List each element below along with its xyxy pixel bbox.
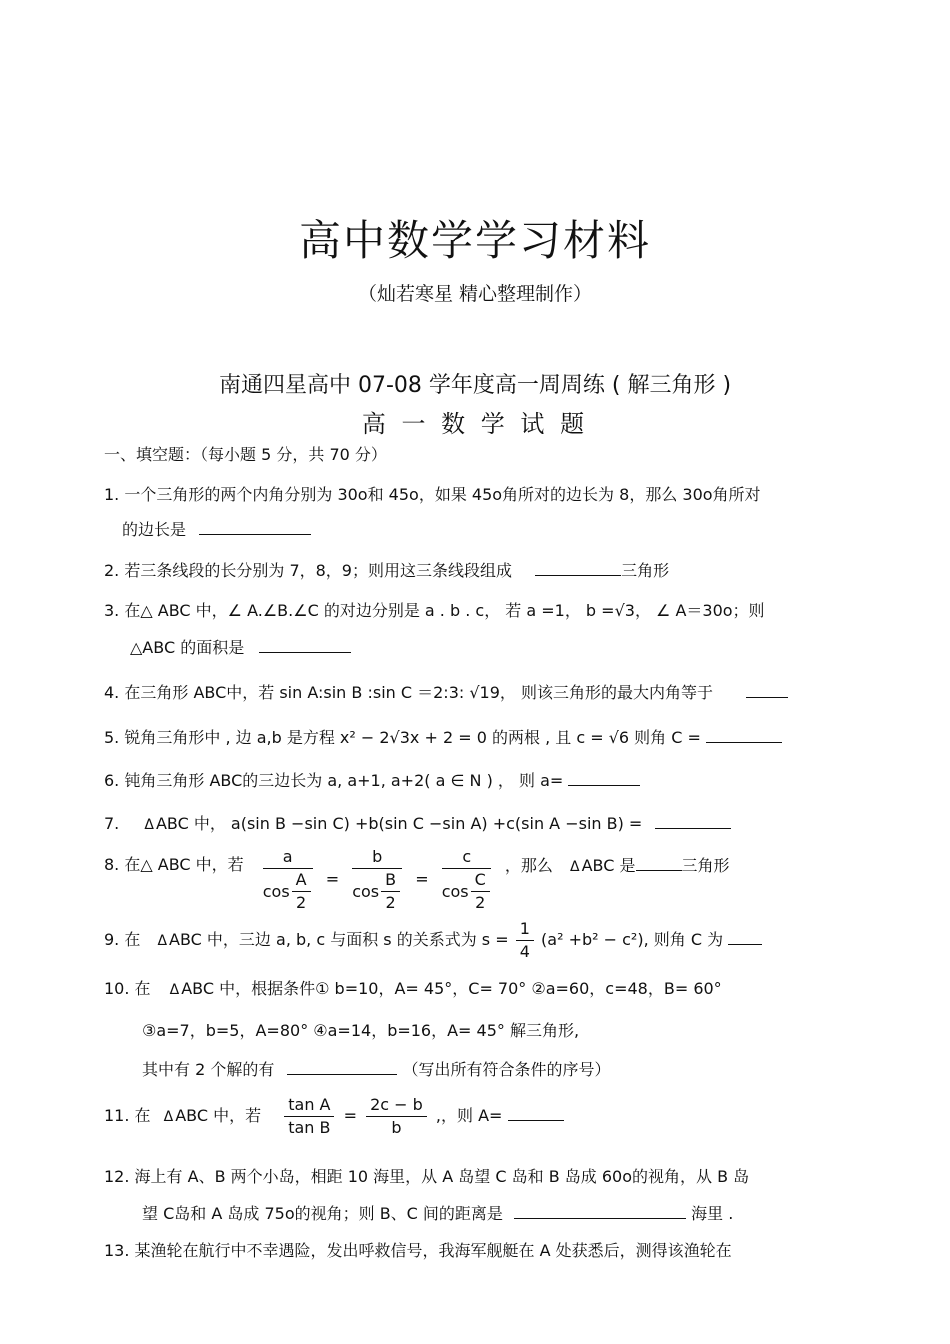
question-10-note: （写出所有符合条件的序号） <box>402 1060 611 1079</box>
cos-label: cos <box>441 881 469 901</box>
answer-blank-12[interactable] <box>514 1200 686 1219</box>
fraction-a-cos-half-a <box>259 846 317 914</box>
question-3-text: △ABC 的面积是 <box>130 638 245 657</box>
question-9 <box>104 918 762 963</box>
answer-blank-3[interactable] <box>259 634 351 653</box>
answer-blank-11[interactable] <box>508 1102 564 1121</box>
equals-sign: = <box>415 869 429 889</box>
exam-title: 南通四星高中 07-08 学年度高一周周练 ( 解三角形 ) <box>218 373 732 398</box>
question-10-conditions-1: ABC 中，根据条件① b=10，A= 45°，C= 70° ②a=60，c=48，B= 60° <box>181 979 722 998</box>
question-2 <box>104 557 669 581</box>
question-9-text-3: (a² +b² − c²), 则角 C 为 <box>541 930 724 949</box>
half-angle-b: B <box>381 869 400 892</box>
question-2-suffix: 三角形 <box>621 561 670 580</box>
triangle-symbol: Δ <box>157 933 168 949</box>
question-5-text: 5. 锐角三角形中 , 边 a,b 是方程 x² − 2√3x + 2 = 0 的两根 , 且 c = √6 则角 C = <box>104 728 701 747</box>
question-1-line-2 <box>122 516 311 540</box>
question-2-text: 2. 若三条线段的长分别为 7，8，9；则用这三条线段组成 <box>104 561 512 580</box>
question-7-number: 7. <box>104 814 120 833</box>
cos-label: cos <box>262 881 290 901</box>
equals-sign: = <box>325 869 340 889</box>
triangle-symbol: Δ <box>163 1109 174 1125</box>
question-9-text-2: ABC 中，三边 a, b, c 与面积 s 的关系式为 s = <box>169 930 509 949</box>
question-10-conditions-2: ③a=7，b=5，A=80° ④a=14，b=16，A= 45° 解三角形, <box>142 1021 580 1040</box>
question-7-text: ABC 中， a(sin B −sin C) +b(sin C −sin A) +c(sin A −sin B) = <box>155 814 643 833</box>
denominator-b: b <box>391 1118 402 1137</box>
half-angle-den: 2 <box>296 893 307 912</box>
question-9-text: 9. 在 <box>104 930 141 949</box>
question-4 <box>104 679 788 703</box>
answer-blank-6[interactable] <box>568 767 640 786</box>
question-10-prompt: 其中有 2 个解的有 <box>142 1060 275 1079</box>
answer-blank-4[interactable] <box>746 679 788 698</box>
question-13-line-1: 13. 某渔轮在航行中不幸遇险，发出呼救信号，我海军舰艇在 A 处获悉后，测得该渔轮在 <box>104 1241 732 1260</box>
question-11-text-3: ,，则 A= <box>435 1106 503 1125</box>
fraction-2c-minus-b <box>366 1094 427 1139</box>
question-12-suffix: 海里 . <box>691 1204 734 1223</box>
question-12-line-1: 12. 海上有 A、B 两个小岛，相距 10 海里，从 A 岛望 C 岛和 B 岛成 60o的视角，从 B 岛 <box>104 1167 750 1186</box>
question-8-abc: ABC 是 <box>581 856 636 875</box>
numerator-2c-b: 2c − b <box>366 1094 427 1117</box>
numerator-tan-a: tan A <box>284 1094 334 1117</box>
question-8-then: ，那么 <box>504 856 553 875</box>
numerator-b: b <box>352 846 402 869</box>
main-title: 高中数学学习材料 <box>298 216 651 265</box>
numerator: 1 <box>516 918 534 941</box>
half-angle-den: 2 <box>385 893 396 912</box>
answer-blank-8[interactable] <box>636 852 682 871</box>
question-8-suffix: 三角形 <box>681 856 730 875</box>
question-8 <box>104 846 730 914</box>
question-5 <box>104 724 782 748</box>
question-10-text: 10. 在 <box>104 979 151 998</box>
question-10-line-1 <box>104 976 722 999</box>
question-3-line-2 <box>130 634 351 658</box>
fraction-tan-ratio <box>284 1094 334 1139</box>
denominator-tan-b: tan B <box>288 1118 331 1137</box>
question-12-line-2 <box>142 1200 733 1224</box>
answer-blank-7[interactable] <box>655 810 731 829</box>
answer-blank-10[interactable] <box>287 1056 397 1075</box>
question-1-text: 的边长是 <box>122 520 187 539</box>
answer-blank-9[interactable] <box>728 926 762 945</box>
denominator: 4 <box>519 942 530 961</box>
question-11 <box>104 1094 564 1139</box>
question-10-line-3 <box>142 1056 611 1080</box>
question-11-text: 11. 在 <box>104 1106 151 1125</box>
question-11-text-2: ABC 中，若 <box>175 1106 262 1125</box>
numerator-a: a <box>263 846 313 869</box>
fraction-b-cos-half-b <box>348 846 406 914</box>
subtitle: （灿若寒星 精心整理制作） <box>357 283 593 305</box>
question-3-line-1: 3. 在△ ABC 中，∠ A.∠B.∠C 的对边分别是 a . b . c， 若 a =1， b =√3， ∠ A＝30o；则 <box>104 601 765 620</box>
half-angle-a: A <box>292 869 311 892</box>
question-12-text: 望 C岛和 A 岛成 75o的视角；则 B、C 间的距离是 <box>142 1204 503 1223</box>
question-1-line-1: 1. 一个三角形的两个内角分别为 30o和 45o，如果 45o角所对的边长为 8，那么 30o角所对 <box>104 485 761 504</box>
question-7 <box>104 810 731 834</box>
answer-blank-5[interactable] <box>706 724 782 743</box>
fraction-c-cos-half-c <box>438 846 496 914</box>
fraction-one-quarter <box>516 918 534 963</box>
question-4-text: 4. 在三角形 ABC中，若 sin A:sin B :sin C ＝2:3: √19， 则该三角形的最大内角等于 <box>104 683 713 702</box>
triangle-symbol: Δ <box>570 859 580 875</box>
triangle-symbol: Δ <box>144 817 154 833</box>
equals-sign: = <box>343 1106 357 1125</box>
answer-blank-1[interactable] <box>199 516 311 535</box>
section-label: 一、填空题：（每小题 5 分，共 70 分） <box>104 445 387 464</box>
answer-blank-2[interactable] <box>535 557 621 576</box>
question-8-text: 8. 在△ ABC 中，若 <box>104 855 244 874</box>
triangle-symbol: Δ <box>169 982 180 998</box>
cos-label: cos <box>352 881 380 901</box>
question-6 <box>104 767 640 791</box>
half-angle-c: C <box>471 869 490 892</box>
paper-title: 高 一 数 学 试 题 <box>361 410 589 438</box>
numerator-c: c <box>442 846 491 869</box>
half-angle-den: 2 <box>475 893 486 912</box>
question-6-text: 6. 钝角三角形 ABC的三边长为 a, a+1, a+2( a ∈ N ) ， 则 a= <box>104 771 564 790</box>
